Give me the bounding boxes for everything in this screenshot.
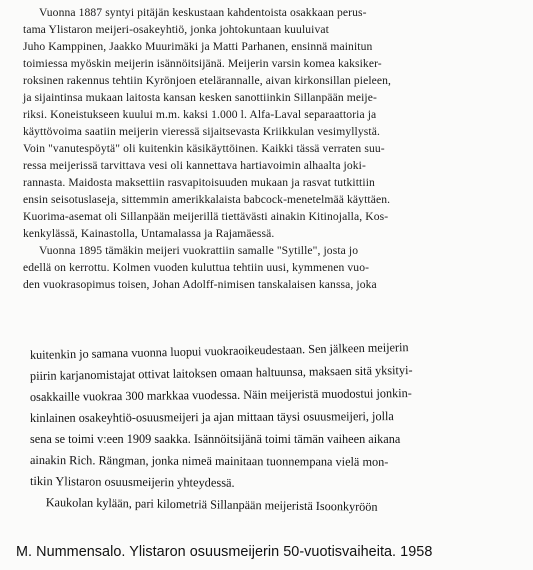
text-line: ensin seisotuslaseja, sittemmin amerikkalaista babcock-menetelmää käyttäen.: [23, 193, 391, 206]
image-caption: M. Nummensalo. Ylistaron osuusmeijerin 50-vuotisvaiheita. 1958: [16, 544, 433, 560]
text-line: kinlainen osakeyhtiö-osuusmeijeri ja ajan mittaan täysi osuusmeijeri, jolla: [29, 409, 394, 425]
text-line: Vuonna 1895 tämäkin meijeri vuokrattiin samalle "Sytille", josta jo: [39, 244, 359, 257]
upper-text-block: [23, 4, 511, 293]
text-line: piirin karjanomistajat ottivat laitoksen omaan haltuunsa, maksaen sitä yksityi-: [29, 362, 413, 383]
text-line: tama Ylistaron meijeri-osakeyhtiö, jonka johtokuntaan kuuluivat: [23, 23, 329, 36]
text-line: sena se toimi v:een 1909 saakka. Isännöitsijänä toimi tämän vaiheen aikana: [30, 432, 401, 446]
text-line: kuitenkin jo samana vuonna luopui vuokraoikeudestaan. Sen jälkeen meijerin: [29, 340, 409, 362]
curved-text-block: [29, 340, 517, 514]
paragraph-1: [23, 4, 511, 242]
text-line: den vuokrasopimus toisen, Johan Adolff-nimisen tanskalaisen kanssa, joka: [23, 278, 377, 291]
text-line: riksi. Koneistukseen kuului m.m. kaksi 1.000 l. Alfa-Laval separaattoria ja: [23, 108, 377, 121]
text-line: Kuorima-asemat oli Sillanpään meijerillä tiettävästi ainakin Kitinojalla, Kos-: [23, 210, 389, 223]
text-line: toimiessa myöskin meijerin isännöitsijänä. Meijerin varsin komea kaksiker-: [23, 57, 382, 70]
text-line: ainakin Rich. Rängman, jonka nimeä mainitaan tuonnempana vielä mon-: [29, 453, 389, 469]
text-line: edellä on kerrottu. Kolmen vuoden kuluttua tehtiin uusi, kymmenen vuo-: [23, 261, 370, 274]
text-line: tikin Ylistaron osuusmeijerin yhteydessä.: [29, 474, 235, 490]
text-line: kenkylässä, Kainastolla, Untamalassa ja Rajamäessä.: [23, 227, 275, 240]
text-line: Vuonna 1887 syntyi pitäjän keskustaan kahdentoista osakkaan perus-: [39, 6, 367, 19]
text-line: osakkaille vuokraa 300 markkaa vuodessa. Näin meijeristä muodostui jonkin-: [29, 386, 412, 404]
text-line: käyttövoima saatiin meijerin vieressä sijaitsevasta Kriikkulan vesimyllystä.: [23, 125, 380, 138]
text-line: rannasta. Maidosta maksettiin rasvapitoisuuden mukaan ja rasvat tutkittiin: [23, 176, 375, 189]
text-line: Juho Kamppinen, Jaakko Muurimäki ja Matti Parhanen, ensinnä mainitun: [23, 40, 373, 53]
text-line: ressa meijerissä tarvittava vesi oli kannettava hartiavoimin alhaalta joki-: [23, 159, 366, 172]
text-line: Voin "vanutespöytä" oli kuitenkin käsikäyttöinen. Kaikki tässä verraten suu-: [23, 142, 385, 155]
text-line: Kaukolan kylään, pari kilometriä Sillanpään meijeristä Isoonkyröön: [45, 495, 378, 514]
text-line: ja sijaintinsa mukaan laitosta kansan kesken sanottiinkin Sillanpään meije-: [23, 91, 377, 104]
paragraph-2: [23, 242, 511, 293]
text-line: roksinen rakennus tehtiin Kyrönjoen etelärannalle, aivan kirkonsillan pieleen,: [23, 74, 392, 87]
